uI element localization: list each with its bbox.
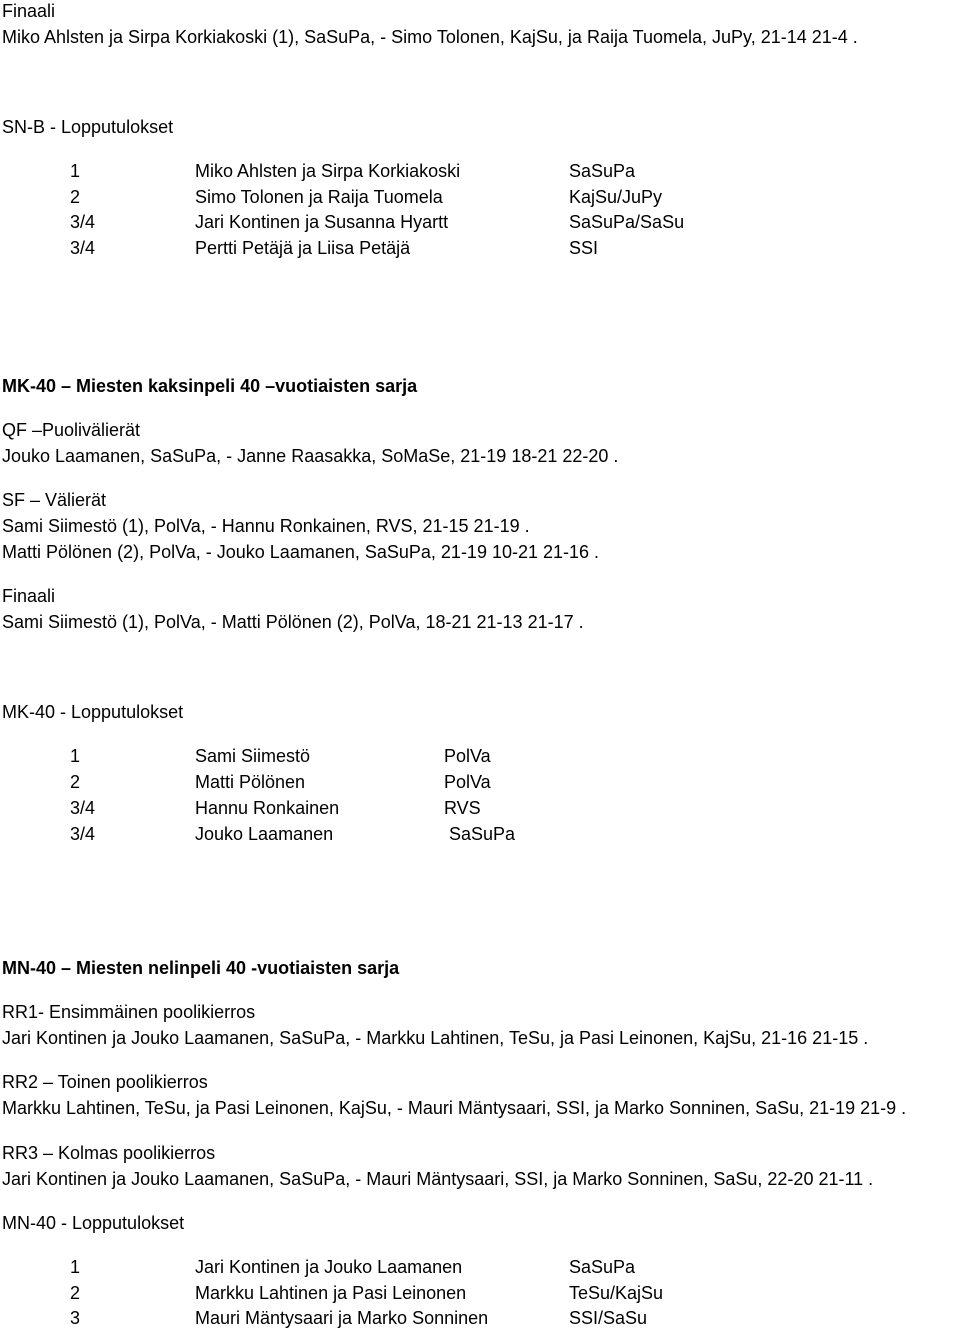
table-row — [0, 745, 960, 769]
table-row — [0, 186, 960, 210]
player-name: Jari Kontinen ja Jouko Laamanen — [195, 1257, 463, 1277]
player-name: Matti Pölönen — [195, 772, 306, 792]
table-row — [0, 1307, 960, 1331]
table-row — [0, 1256, 960, 1280]
mk40-results-heading: MK-40 - Lopputulokset — [2, 702, 184, 722]
club: PolVa — [444, 772, 491, 792]
mk40-sf-heading: SF – Välierät — [2, 490, 107, 510]
player-name: Jouko Laamanen — [195, 824, 334, 844]
place: 3/4 — [70, 798, 96, 818]
player-name: Simo Tolonen ja Raija Tuomela — [195, 187, 443, 207]
player-name: Hannu Ronkainen — [195, 798, 340, 818]
mn40-rr2-match: Markku Lahtinen, TeSu, ja Pasi Leinonen, KajSu, - Mauri Mäntysaari, SSI, ja Marko Sonninen, SaSu, 21-19 21-9 . — [2, 1098, 907, 1118]
club: SaSuPa — [569, 161, 636, 181]
player-name: Markku Lahtinen ja Pasi Leinonen — [195, 1283, 467, 1303]
player-name: Sami Siimestö — [195, 746, 311, 766]
club: SaSuPa — [449, 824, 516, 844]
mk40-final-heading: Finaali — [2, 586, 56, 606]
club: TeSu/KajSu — [569, 1283, 664, 1303]
table-row — [0, 160, 960, 184]
player-name: Pertti Petäjä ja Liisa Petäjä — [195, 238, 411, 258]
table-row — [0, 797, 960, 821]
place: 3/4 — [70, 238, 96, 258]
table-row — [0, 237, 960, 261]
club: RVS — [444, 798, 481, 818]
mk40-qf-heading: QF –Puolivälierät — [2, 420, 141, 440]
table-row — [0, 771, 960, 795]
prev-final-match: Miko Ahlsten ja Sirpa Korkiakoski (1), SaSuPa, - Simo Tolonen, KajSu, ja Raija Tuomela, JuPy, 21-14 21-4 . — [2, 27, 858, 47]
player-name: Mauri Mäntysaari ja Marko Sonninen — [195, 1308, 489, 1328]
place: 2 — [70, 772, 81, 792]
mn40-rr3-match: Jari Kontinen ja Jouko Laamanen, SaSuPa, - Mauri Mäntysaari, SSI, ja Marko Sonninen, SaSu, 22-20 21-11 . — [2, 1169, 874, 1189]
mn40-title: MN-40 – Miesten nelinpeli 40 -vuotiaisten sarja — [2, 958, 400, 978]
mn40-results-heading: MN-40 - Lopputulokset — [2, 1213, 185, 1233]
place: 1 — [70, 1257, 81, 1277]
place: 2 — [70, 1283, 81, 1303]
club: KajSu/JuPy — [569, 187, 663, 207]
club: SSI/SaSu — [569, 1308, 648, 1328]
player-name: Miko Ahlsten ja Sirpa Korkiakoski — [195, 161, 461, 181]
place: 3/4 — [70, 824, 96, 844]
place: 3 — [70, 1308, 81, 1328]
place: 2 — [70, 187, 81, 207]
table-row — [0, 1282, 960, 1306]
table-row — [0, 211, 960, 235]
mn40-rr3-heading: RR3 – Kolmas poolikierros — [2, 1143, 216, 1163]
place: 1 — [70, 746, 81, 766]
club: PolVa — [444, 746, 491, 766]
mk40-sf-match-2: Matti Pölönen (2), PolVa, - Jouko Laamanen, SaSuPa, 21-19 10-21 21-16 . — [2, 542, 600, 562]
mk40-sf-match-1: Sami Siimestö (1), PolVa, - Hannu Ronkainen, RVS, 21-15 21-19 . — [2, 516, 530, 536]
mk40-title: MK-40 – Miesten kaksinpeli 40 –vuotiaisten sarja — [2, 376, 418, 396]
mk40-qf-match: Jouko Laamanen, SaSuPa, - Janne Raasakka, SoMaSe, 21-19 18-21 22-20 . — [2, 446, 619, 466]
prev-final-heading: Finaali — [2, 1, 56, 21]
snb-results-heading: SN-B - Lopputulokset — [2, 117, 174, 137]
club: SaSuPa/SaSu — [569, 212, 685, 232]
table-row — [0, 823, 960, 847]
mn40-rr1-match: Jari Kontinen ja Jouko Laamanen, SaSuPa, - Markku Lahtinen, TeSu, ja Pasi Leinonen, KajSu, 21-16 21-15 . — [2, 1028, 869, 1048]
place: 3/4 — [70, 212, 96, 232]
mk40-final-match: Sami Siimestö (1), PolVa, - Matti Pölönen (2), PolVa, 18-21 21-13 21-17 . — [2, 612, 584, 632]
mn40-rr1-heading: RR1- Ensimmäinen poolikierros — [2, 1002, 256, 1022]
place: 1 — [70, 161, 81, 181]
club: SaSuPa — [569, 1257, 636, 1277]
mn40-rr2-heading: RR2 – Toinen poolikierros — [2, 1072, 208, 1092]
player-name: Jari Kontinen ja Susanna Hyartt — [195, 212, 449, 232]
club: SSI — [569, 238, 599, 258]
